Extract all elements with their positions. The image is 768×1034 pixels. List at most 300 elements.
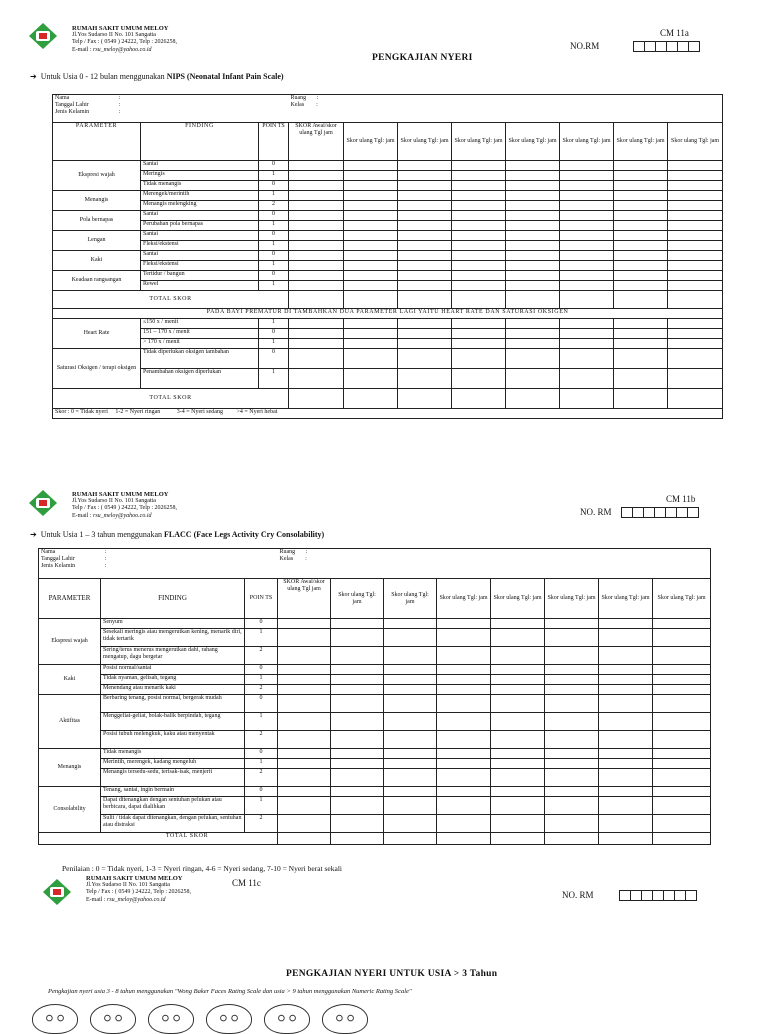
score-cell[interactable] (614, 261, 668, 271)
score-cell[interactable] (384, 787, 437, 797)
score-cell[interactable] (506, 211, 560, 221)
score-cell[interactable] (653, 815, 711, 833)
score-cell[interactable] (491, 815, 545, 833)
score-cell[interactable] (344, 281, 398, 291)
score-cell[interactable] (278, 629, 331, 647)
score-cell[interactable] (331, 665, 384, 675)
score-cell[interactable] (452, 241, 506, 251)
score-cell[interactable] (506, 349, 560, 369)
score-cell[interactable] (452, 181, 506, 191)
score-cell[interactable] (398, 221, 452, 231)
score-cell[interactable] (614, 251, 668, 261)
score-cell[interactable] (384, 769, 437, 787)
score-cell[interactable] (668, 329, 723, 339)
score-cell[interactable] (506, 171, 560, 181)
score-cell[interactable] (545, 629, 599, 647)
score-cell[interactable] (599, 619, 653, 629)
score-cell[interactable] (614, 231, 668, 241)
score-cell[interactable] (398, 349, 452, 369)
table-row (53, 211, 723, 221)
score-cell[interactable] (278, 675, 331, 685)
score-cell[interactable] (398, 201, 452, 211)
score-cell[interactable] (398, 241, 452, 251)
score-cell[interactable] (344, 221, 398, 231)
score-cell[interactable] (384, 695, 437, 713)
score-cell[interactable] (599, 759, 653, 769)
score-cell[interactable] (437, 759, 491, 769)
score-cell[interactable] (599, 797, 653, 815)
score-cell[interactable] (331, 815, 384, 833)
score-cell[interactable] (668, 201, 723, 211)
score-cell[interactable] (653, 619, 711, 629)
score-cell[interactable] (599, 749, 653, 759)
finding-cell: Tidak menangis (101, 749, 245, 759)
score-cell[interactable] (289, 329, 344, 339)
score-cell[interactable] (653, 629, 711, 647)
score-cell[interactable] (344, 181, 398, 191)
score-cell[interactable] (560, 261, 614, 271)
score-cell[interactable] (452, 201, 506, 211)
score-cell[interactable] (289, 161, 344, 171)
score-cell[interactable] (614, 339, 668, 349)
score-cell[interactable] (614, 369, 668, 389)
score-cell[interactable] (344, 349, 398, 369)
score-cell[interactable] (506, 221, 560, 231)
finding-cell: Sering/terus menerus mengerutkan dahi, rahang mengatup, dagu bergetar (101, 647, 245, 665)
score-cell[interactable] (331, 759, 384, 769)
score-cell[interactable] (344, 161, 398, 171)
score-cell[interactable] (545, 787, 599, 797)
face-10-icon (322, 1004, 368, 1034)
score-cell[interactable] (614, 281, 668, 291)
score-cell[interactable] (344, 329, 398, 339)
score-cell[interactable] (560, 329, 614, 339)
score-cell[interactable] (599, 695, 653, 713)
score-cell[interactable] (599, 647, 653, 665)
score-cell[interactable] (560, 191, 614, 201)
score-cell[interactable] (331, 731, 384, 749)
score-cell[interactable] (437, 769, 491, 787)
score-cell[interactable] (560, 241, 614, 251)
score-cell[interactable] (344, 241, 398, 251)
score-cell[interactable] (398, 211, 452, 221)
score-cell[interactable] (560, 281, 614, 291)
table-row (39, 815, 711, 833)
score-cell[interactable] (599, 815, 653, 833)
score-cell[interactable] (506, 261, 560, 271)
score-cell[interactable] (344, 369, 398, 389)
col-score-repeat: Skor ulang Tgl: jam (560, 123, 614, 161)
score-cell[interactable] (452, 369, 506, 389)
score-cell[interactable] (331, 769, 384, 787)
score-cell[interactable] (331, 675, 384, 685)
norm-boxes[interactable] (620, 890, 697, 901)
score-cell[interactable] (506, 161, 560, 171)
norm-label: NO. RM (580, 507, 612, 517)
score-cell[interactable] (398, 181, 452, 191)
table-row (39, 647, 711, 665)
score-cell[interactable] (545, 759, 599, 769)
score-cell[interactable] (384, 797, 437, 815)
points-cell: 2 (245, 769, 278, 787)
score-cell[interactable] (398, 191, 452, 201)
score-cell[interactable] (545, 815, 599, 833)
score-cell[interactable] (653, 665, 711, 675)
score-cell[interactable] (437, 749, 491, 759)
score-cell[interactable] (668, 171, 723, 181)
score-cell[interactable] (653, 695, 711, 713)
score-cell[interactable] (506, 319, 560, 329)
score-cell[interactable] (384, 619, 437, 629)
score-cell[interactable] (668, 261, 723, 271)
score-cell[interactable] (668, 221, 723, 231)
score-cell[interactable] (668, 211, 723, 221)
score-cell[interactable] (384, 731, 437, 749)
score-cell[interactable] (398, 369, 452, 389)
score-cell[interactable] (398, 261, 452, 271)
score-cell[interactable] (452, 281, 506, 291)
score-cell[interactable] (560, 251, 614, 261)
score-cell[interactable] (278, 685, 331, 695)
score-cell[interactable] (398, 319, 452, 329)
score-cell[interactable] (560, 221, 614, 231)
score-cell[interactable] (344, 231, 398, 241)
score-cell[interactable] (331, 647, 384, 665)
score-cell[interactable] (452, 261, 506, 271)
score-cell[interactable] (437, 647, 491, 665)
score-cell[interactable] (278, 787, 331, 797)
score-cell[interactable] (599, 769, 653, 787)
flacc-table (38, 548, 711, 845)
score-cell[interactable] (545, 675, 599, 685)
score-cell[interactable] (344, 171, 398, 181)
points-cell: 1 (259, 241, 289, 251)
score-cell[interactable] (278, 665, 331, 675)
score-cell[interactable] (289, 251, 344, 261)
score-cell[interactable] (668, 349, 723, 369)
norm-boxes[interactable] (622, 507, 699, 518)
score-cell[interactable] (278, 769, 331, 787)
score-cell[interactable] (560, 369, 614, 389)
score-cell[interactable] (653, 797, 711, 815)
table-row (39, 769, 711, 787)
score-cell[interactable] (491, 749, 545, 759)
score-cell[interactable] (560, 319, 614, 329)
score-cell[interactable] (278, 759, 331, 769)
score-cell[interactable] (278, 749, 331, 759)
score-cell[interactable] (384, 675, 437, 685)
score-cell[interactable] (668, 251, 723, 261)
score-cell[interactable] (599, 629, 653, 647)
score-cell[interactable] (289, 281, 344, 291)
score-cell[interactable] (344, 319, 398, 329)
score-cell[interactable] (398, 281, 452, 291)
score-cell[interactable] (599, 665, 653, 675)
score-cell[interactable] (344, 261, 398, 271)
score-cell[interactable] (668, 161, 723, 171)
score-cell[interactable] (491, 731, 545, 749)
score-cell[interactable] (506, 201, 560, 211)
score-cell[interactable] (289, 339, 344, 349)
score-cell[interactable] (614, 161, 668, 171)
points-cell: 2 (245, 685, 278, 695)
score-cell[interactable] (384, 629, 437, 647)
points-cell: 1 (245, 759, 278, 769)
score-cell[interactable] (506, 329, 560, 339)
score-cell[interactable] (491, 769, 545, 787)
score-cell[interactable] (653, 647, 711, 665)
score-cell[interactable] (545, 665, 599, 675)
score-cell[interactable] (491, 647, 545, 665)
score-cell[interactable] (668, 181, 723, 191)
score-cell[interactable] (506, 241, 560, 251)
score-cell[interactable] (614, 349, 668, 369)
score-cell[interactable] (452, 221, 506, 231)
score-cell[interactable] (344, 191, 398, 201)
hospital-logo (42, 878, 72, 906)
score-cell[interactable] (545, 731, 599, 749)
score-cell[interactable] (278, 647, 331, 665)
score-cell[interactable] (491, 675, 545, 685)
table-row (53, 161, 723, 171)
score-cell[interactable] (668, 271, 723, 281)
score-cell[interactable] (384, 713, 437, 731)
score-cell[interactable] (437, 695, 491, 713)
score-cell[interactable] (491, 797, 545, 815)
score-cell[interactable] (331, 695, 384, 713)
score-cell[interactable] (384, 749, 437, 759)
score-cell[interactable] (491, 685, 545, 695)
norm-label: NO.RM (570, 41, 600, 51)
col-score-repeat: Skor ulang Tgl: jam (452, 123, 506, 161)
score-cell[interactable] (398, 171, 452, 181)
table-row (39, 749, 711, 759)
score-cell[interactable] (545, 713, 599, 731)
score-cell[interactable] (599, 731, 653, 749)
score-cell[interactable] (452, 349, 506, 369)
score-cell[interactable] (545, 769, 599, 787)
score-cell[interactable] (560, 161, 614, 171)
score-cell[interactable] (614, 211, 668, 221)
score-cell[interactable] (491, 629, 545, 647)
score-cell[interactable] (653, 749, 711, 759)
score-cell[interactable] (344, 271, 398, 281)
score-cell[interactable] (452, 329, 506, 339)
score-cell[interactable] (614, 171, 668, 181)
score-cell[interactable] (560, 181, 614, 191)
score-cell[interactable] (437, 629, 491, 647)
score-cell[interactable] (331, 619, 384, 629)
points-cell: 2 (245, 647, 278, 665)
score-cell[interactable] (331, 713, 384, 731)
score-cell[interactable] (668, 281, 723, 291)
table-row (39, 731, 711, 749)
score-cell[interactable] (278, 695, 331, 713)
score-cell[interactable] (384, 759, 437, 769)
score-cell[interactable] (331, 629, 384, 647)
score-cell[interactable] (344, 339, 398, 349)
score-cell[interactable] (506, 339, 560, 349)
points-cell: 0 (259, 161, 289, 171)
score-cell[interactable] (398, 271, 452, 281)
score-cell[interactable] (278, 619, 331, 629)
score-cell[interactable] (491, 759, 545, 769)
score-cell[interactable] (289, 221, 344, 231)
score-cell[interactable] (653, 675, 711, 685)
score-cell[interactable] (560, 349, 614, 369)
score-cell[interactable] (398, 231, 452, 241)
score-cell[interactable] (289, 231, 344, 241)
score-cell[interactable] (560, 211, 614, 221)
score-cell[interactable] (506, 181, 560, 191)
score-cell[interactable] (614, 201, 668, 211)
score-cell[interactable] (452, 171, 506, 181)
score-cell[interactable] (398, 161, 452, 171)
score-cell[interactable] (614, 191, 668, 201)
score-cell[interactable] (506, 271, 560, 281)
score-cell[interactable] (614, 319, 668, 329)
score-cell[interactable] (437, 665, 491, 675)
score-cell[interactable] (289, 191, 344, 201)
score-cell[interactable] (506, 369, 560, 389)
score-cell[interactable] (452, 211, 506, 221)
score-cell[interactable] (560, 231, 614, 241)
score-cell[interactable] (437, 685, 491, 695)
score-cell[interactable] (452, 319, 506, 329)
score-cell[interactable] (668, 241, 723, 251)
score-cell[interactable] (289, 241, 344, 251)
score-cell[interactable] (491, 619, 545, 629)
parameter-cell: Consolability (39, 787, 101, 833)
score-cell[interactable] (289, 201, 344, 211)
finding-cell: Tidak menangis (141, 181, 259, 191)
score-cell[interactable] (289, 181, 344, 191)
score-cell[interactable] (506, 281, 560, 291)
col-parameter: PARAMETER (53, 123, 141, 161)
score-cell[interactable] (506, 251, 560, 261)
score-cell[interactable] (653, 769, 711, 787)
finding-cell: Dapat ditenangkan dengan sentuhan pelukan atau berbicara, dapat dialihkan (101, 797, 245, 815)
score-cell[interactable] (384, 685, 437, 695)
table-row (39, 685, 711, 695)
score-cell[interactable] (668, 339, 723, 349)
score-cell[interactable] (560, 271, 614, 281)
score-cell[interactable] (278, 731, 331, 749)
norm-boxes[interactable] (634, 41, 700, 52)
score-cell[interactable] (545, 695, 599, 713)
score-cell[interactable] (506, 231, 560, 241)
score-cell[interactable] (331, 749, 384, 759)
score-cell[interactable] (452, 251, 506, 261)
score-cell[interactable] (614, 221, 668, 231)
score-cell[interactable] (398, 251, 452, 261)
score-cell[interactable] (452, 339, 506, 349)
score-cell[interactable] (289, 349, 344, 369)
score-cell[interactable] (491, 695, 545, 713)
score-cell[interactable] (452, 161, 506, 171)
score-cell[interactable] (506, 191, 560, 201)
score-cell[interactable] (278, 815, 331, 833)
score-cell[interactable] (614, 241, 668, 251)
score-cell[interactable] (344, 201, 398, 211)
finding-cell: Merintih, merengek, kadang mengeluh (101, 759, 245, 769)
score-cell[interactable] (289, 211, 344, 221)
score-cell[interactable] (437, 787, 491, 797)
score-cell[interactable] (344, 211, 398, 221)
score-cell[interactable] (560, 171, 614, 181)
score-cell[interactable] (599, 675, 653, 685)
score-cell[interactable] (668, 369, 723, 389)
score-cell[interactable] (437, 815, 491, 833)
score-cell[interactable] (437, 713, 491, 731)
score-cell[interactable] (668, 231, 723, 241)
score-cell[interactable] (452, 191, 506, 201)
score-cell[interactable] (491, 665, 545, 675)
score-cell[interactable] (289, 171, 344, 181)
table-row (53, 339, 723, 349)
score-cell[interactable] (545, 749, 599, 759)
score-cell[interactable] (614, 271, 668, 281)
score-cell[interactable] (398, 339, 452, 349)
score-cell[interactable] (560, 339, 614, 349)
score-cell[interactable] (668, 319, 723, 329)
score-cell[interactable] (599, 787, 653, 797)
score-cell[interactable] (384, 647, 437, 665)
score-cell[interactable] (452, 271, 506, 281)
header-row: PARAMETER FINDING POIN TS SKOR Awal/skor ulang Tgl jam Skor ulang Tgl: jam Skor ulang Tgl: jam Skor ulang Tgl: jam Skor ulang Tgl: jam Skor ulang Tgl: jam Skor ulang Tgl: jam Skor ulang Tgl: jam (39, 579, 711, 619)
score-cell[interactable] (289, 369, 344, 389)
score-cell[interactable] (614, 181, 668, 191)
score-cell[interactable] (599, 685, 653, 695)
score-cell[interactable] (278, 713, 331, 731)
score-cell[interactable] (331, 787, 384, 797)
score-cell[interactable] (278, 797, 331, 815)
score-cell[interactable] (331, 685, 384, 695)
score-cell[interactable] (668, 191, 723, 201)
score-cell[interactable] (289, 319, 344, 329)
score-cell[interactable] (545, 685, 599, 695)
score-cell[interactable] (653, 685, 711, 695)
score-cell[interactable] (491, 713, 545, 731)
score-cell[interactable] (331, 797, 384, 815)
score-cell[interactable] (599, 713, 653, 731)
score-cell[interactable] (452, 231, 506, 241)
score-cell[interactable] (437, 731, 491, 749)
score-cell[interactable] (384, 665, 437, 675)
points-cell: 1 (245, 629, 278, 647)
score-cell[interactable] (437, 797, 491, 815)
score-cell[interactable] (384, 815, 437, 833)
kelas-label: Kelas (290, 102, 305, 108)
score-cell[interactable] (653, 713, 711, 731)
score-cell[interactable] (437, 619, 491, 629)
score-cell[interactable] (437, 675, 491, 685)
score-cell[interactable] (545, 647, 599, 665)
score-cell[interactable] (289, 261, 344, 271)
score-cell[interactable] (398, 329, 452, 339)
score-cell[interactable] (614, 329, 668, 339)
score-cell[interactable] (545, 797, 599, 815)
score-cell[interactable] (289, 271, 344, 281)
score-cell[interactable] (653, 759, 711, 769)
score-cell[interactable] (344, 251, 398, 261)
score-cell[interactable] (653, 731, 711, 749)
score-cell[interactable] (560, 201, 614, 211)
score-cell[interactable] (491, 787, 545, 797)
score-cell[interactable] (653, 787, 711, 797)
table-row (53, 349, 723, 369)
score-cell[interactable] (545, 619, 599, 629)
